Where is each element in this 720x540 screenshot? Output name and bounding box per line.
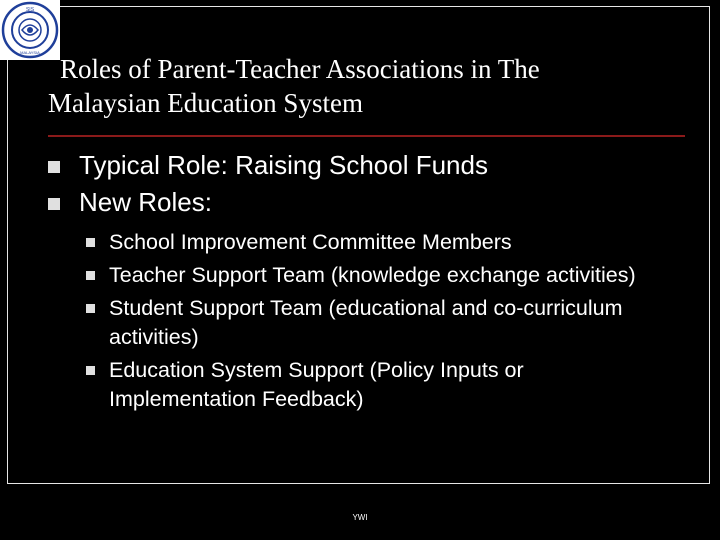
slide-title-line-1: Roles of Parent-Teacher Associations in The	[60, 54, 540, 84]
sub-bullet-text: Student Support Team (educational and co-curriculum activities)	[109, 296, 623, 349]
logo-text-bottom: MALAYSIA	[20, 50, 40, 55]
sub-bullet-text: School Improvement Committee Members	[109, 230, 512, 254]
sub-bullet-text: Teacher Support Team (knowledge exchange activities)	[109, 263, 636, 287]
sub-bullet-item	[83, 261, 663, 290]
logo-text-top: SIS	[25, 7, 35, 13]
sub-bullet-square-icon	[86, 271, 95, 280]
title-divider	[48, 135, 685, 137]
sub-bullet-square-icon	[86, 304, 95, 313]
bullet-text: New Roles:	[79, 187, 212, 217]
bullet-list	[48, 150, 688, 224]
bullet-square-icon	[48, 198, 60, 210]
sub-bullet-item	[83, 294, 663, 352]
sub-bullet-item	[83, 228, 663, 257]
bullet-square-icon	[48, 161, 60, 173]
sub-bullet-square-icon	[86, 366, 95, 375]
sub-bullet-text: Education System Support (Policy Inputs or Implementation Feedback)	[109, 358, 524, 411]
sub-bullet-item	[83, 356, 663, 414]
sub-bullet-list	[83, 228, 663, 418]
slide-title	[48, 52, 688, 120]
bullet-text: Typical Role: Raising School Funds	[79, 150, 488, 180]
slide-title-line-2: Malaysian Education System	[48, 88, 363, 118]
sis-malaysia-logo	[0, 0, 60, 60]
bullet-item	[48, 187, 688, 218]
slide-footer: YWI	[352, 513, 368, 522]
bullet-item	[48, 150, 688, 181]
sub-bullet-square-icon	[86, 238, 95, 247]
